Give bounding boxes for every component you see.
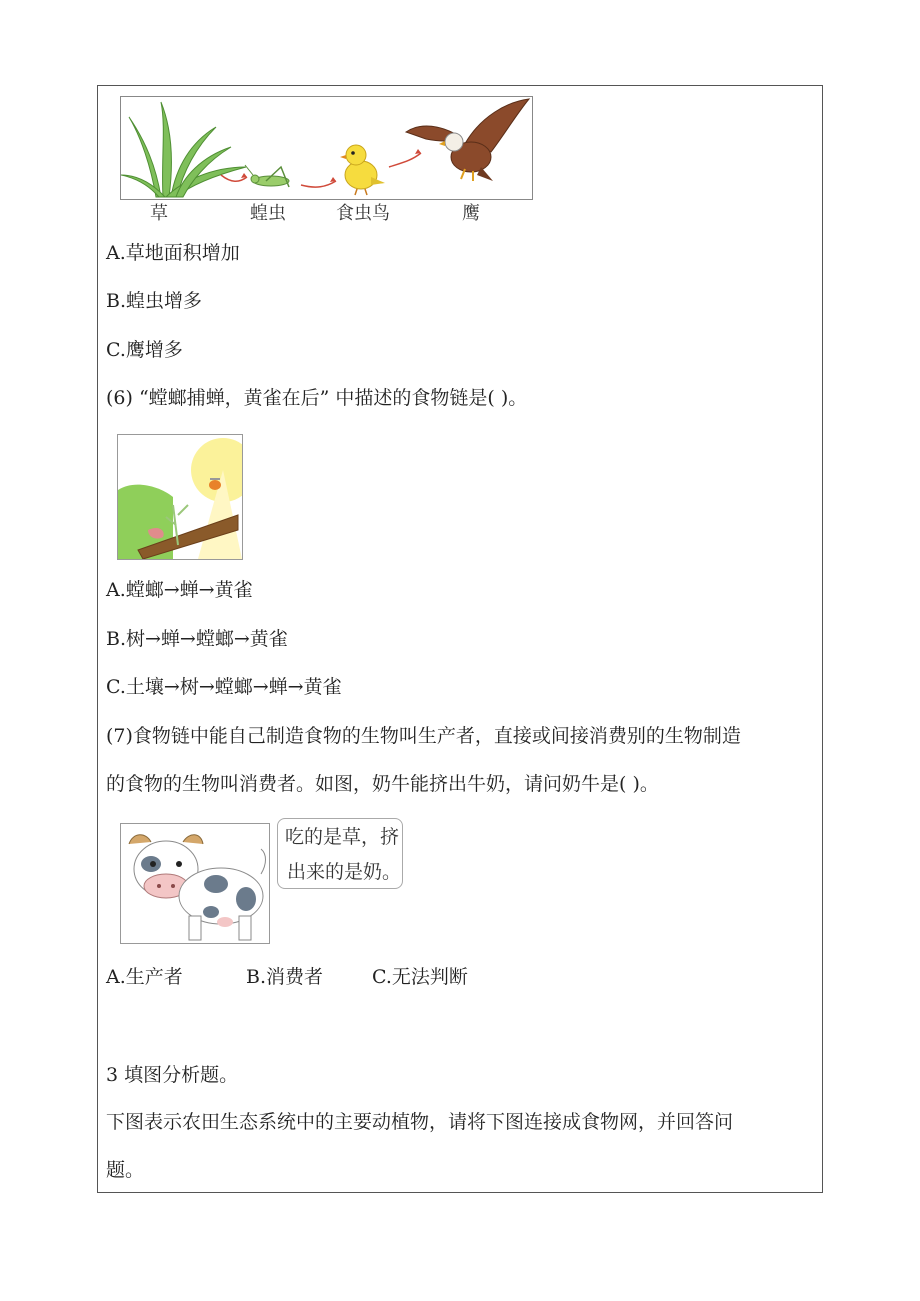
speech-line-2: 出来的是奶。 xyxy=(287,861,402,883)
food-chain-illustration xyxy=(121,97,532,199)
q7-option-a: A.生产者 xyxy=(106,966,183,988)
speech-line-1: 吃的是草，挤 xyxy=(285,826,400,848)
q5-option-b: B.蝗虫增多 xyxy=(106,290,203,312)
cow-icon xyxy=(121,824,269,943)
label-grass: 草 xyxy=(150,203,168,224)
eagle-icon xyxy=(406,99,529,181)
section3-text-line1: 下图表示农田生态系统中的主要动植物，请将下图连接成食物网，并回答问 xyxy=(106,1111,734,1133)
q6-option-b: B.树→蝉→螳螂→黄雀 xyxy=(106,628,288,650)
mantis-cicada-figure xyxy=(117,434,243,560)
label-insect-bird: 食虫鸟 xyxy=(336,203,390,224)
q6-question: (6) “螳螂捕蝉，黄雀在后” 中描述的食物链是( )。 xyxy=(106,387,528,409)
q7-option-b: B.消费者 xyxy=(246,966,324,988)
q5-option-c: C.鹰增多 xyxy=(106,339,183,361)
q6-option-c: C.土壤→树→螳螂→蝉→黄雀 xyxy=(106,676,342,698)
section3-text-line2: 题。 xyxy=(106,1159,145,1181)
q6-option-a: A.螳螂→蝉→黄雀 xyxy=(106,579,253,601)
grasshopper-icon xyxy=(245,165,289,187)
mantis-cicada-illustration xyxy=(118,435,242,559)
q7-option-c: C.无法判断 xyxy=(372,966,468,988)
label-locust: 蝗虫 xyxy=(250,203,286,224)
cow-figure xyxy=(120,823,270,944)
label-eagle: 鹰 xyxy=(462,203,480,224)
q5-option-a: A.草地面积增加 xyxy=(106,242,240,264)
speech-bubble xyxy=(277,818,403,889)
insectivorous-bird-icon xyxy=(340,145,385,195)
grass-icon xyxy=(121,102,246,197)
section3-heading: 3 填图分析题。 xyxy=(106,1064,239,1086)
food-chain-figure xyxy=(120,96,533,200)
q7-question-line2: 的食物的生物叫消费者。如图，奶牛能挤出牛奶，请问奶牛是( )。 xyxy=(106,773,659,795)
q7-question-line1: (7)食物链中能自己制造食物的生物叫生产者，直接或间接消费别的生物制造 xyxy=(106,725,741,747)
